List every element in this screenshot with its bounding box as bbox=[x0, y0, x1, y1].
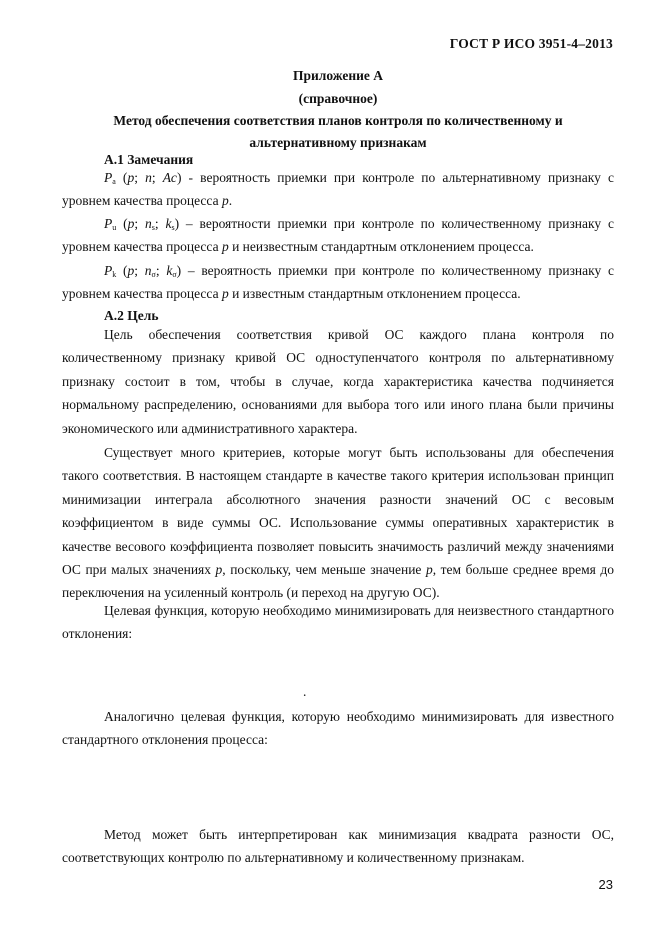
argument-subscript: σ bbox=[172, 270, 177, 279]
var-p: p bbox=[221, 286, 229, 302]
var-p: p bbox=[425, 562, 433, 578]
var-p: p bbox=[221, 193, 229, 209]
argument: n bbox=[144, 263, 152, 278]
para-text: , тем больше среднее время до переключения на усиленный контроль (и переход на другую ОС). bbox=[62, 562, 614, 601]
paragraph-objective-unknown: Целевая функция, которую необходимо минимизировать для неизвестного стандартного отклонения: bbox=[62, 603, 614, 642]
argument-subscript: s bbox=[151, 223, 155, 232]
note-tail: и неизвестным стандартным отклонением процесса. bbox=[228, 239, 534, 255]
standard-header: ГОСТ Р ИСО 3951-4–2013 bbox=[449, 36, 613, 51]
symbol-subscript: u bbox=[112, 223, 117, 232]
symbol-subscript: a bbox=[112, 177, 116, 186]
para-text: Существует много критериев, которые могут быть использованы для обеспечения такого соответствия. В настоящем стандарте в качестве такого критерия использован принцип минимизации интеграла абсолютного значения разности значений ОС с весовым коэффициентом в виде суммы ОС. Использование суммы оперативных характеристик в качестве весового коэффициента позволяет повысить значимость различий между значениями ОС при малых значениях bbox=[62, 445, 614, 578]
symbol-p: P bbox=[104, 263, 113, 278]
argument: p bbox=[127, 263, 135, 278]
argument: n bbox=[144, 216, 152, 231]
argument-subscript: σ bbox=[151, 270, 156, 279]
symbol-p: P bbox=[104, 170, 113, 185]
note-item: $P_u$ (p; $n_s$; $k_s$) – вероятности приемки при контроле по количественному признаку с уровнем качества процесса p и неизвестным стандартным отклонением процесса. bbox=[62, 216, 614, 255]
note-item: $P_a$ (p; n; Ac) - вероятность приемки при контроле по альтернативному признаку с уровнем качества процесса p. bbox=[62, 170, 614, 209]
annex-heading-line2: альтернативному признакам bbox=[249, 135, 427, 150]
note-text: - вероятность приемки при контроле по альтернативному признаку с уровнем качества процесса bbox=[62, 170, 614, 209]
argument: p bbox=[127, 216, 135, 231]
note-text: – вероятность приемки при контроле по количественному признаку с уровнем качества процесса bbox=[62, 263, 614, 302]
var-p: p bbox=[221, 239, 229, 255]
paragraph-method: Метод может быть интерпретирован как минимизация квадрата разности ОС, соответствующих контролю по альтернативному и количественному признакам. bbox=[62, 827, 614, 866]
note-tail: . bbox=[228, 193, 233, 209]
symbol-subscript: k bbox=[112, 270, 117, 279]
page-number: 23 bbox=[598, 877, 613, 892]
argument: k bbox=[166, 263, 173, 278]
annex-status: (справочное) bbox=[298, 91, 378, 106]
note-text: – вероятности приемки при контроле по количественному признаку с уровнем качества процесса bbox=[62, 216, 614, 255]
argument: n bbox=[145, 170, 152, 185]
argument: p bbox=[127, 170, 135, 185]
var-p: p bbox=[215, 562, 223, 578]
paragraph-objective-known: Аналогично целевая функция, которую необходимо минимизировать для известного стандартного отклонения процесса: bbox=[62, 709, 614, 748]
section-a2-title: А.2 Цель bbox=[104, 308, 159, 323]
note-item: $P_k$ (p; $n_\sigma$; $k_\sigma$) – вероятность приемки при контроле по количественному признаку с уровнем качества процесса p и известным стандартным отклонением процесса. bbox=[62, 263, 614, 302]
argument-subscript: s bbox=[171, 223, 175, 232]
annex-heading-line1: Метод обеспечения соответствия планов контроля по количественному и bbox=[113, 113, 563, 128]
annex-title: Приложение А bbox=[292, 68, 384, 83]
symbol-p: P bbox=[104, 216, 113, 231]
paragraph-goal: Цель обеспечения соответствия кривой ОС каждого плана контроля по количественному признаку кривой ОС одноступенчатого контроля по альтернативному признаку состоит в том, чтобы в случае, когда характеристика качества подчиняется нормальному распределению, основаниями для выбора того или иного плана были причины экономического или административного характера. bbox=[62, 327, 614, 436]
argument: Ac bbox=[162, 170, 177, 185]
paragraph-criteria bbox=[62, 441, 614, 605]
argument: k bbox=[165, 216, 172, 231]
note-tail: и известным стандартным отклонением процесса. bbox=[228, 286, 521, 302]
formula-placeholder-dot: . bbox=[303, 684, 307, 699]
para-text: , поскольку, чем меньше значение bbox=[222, 562, 426, 578]
section-a1-title: А.1 Замечания bbox=[104, 152, 194, 167]
